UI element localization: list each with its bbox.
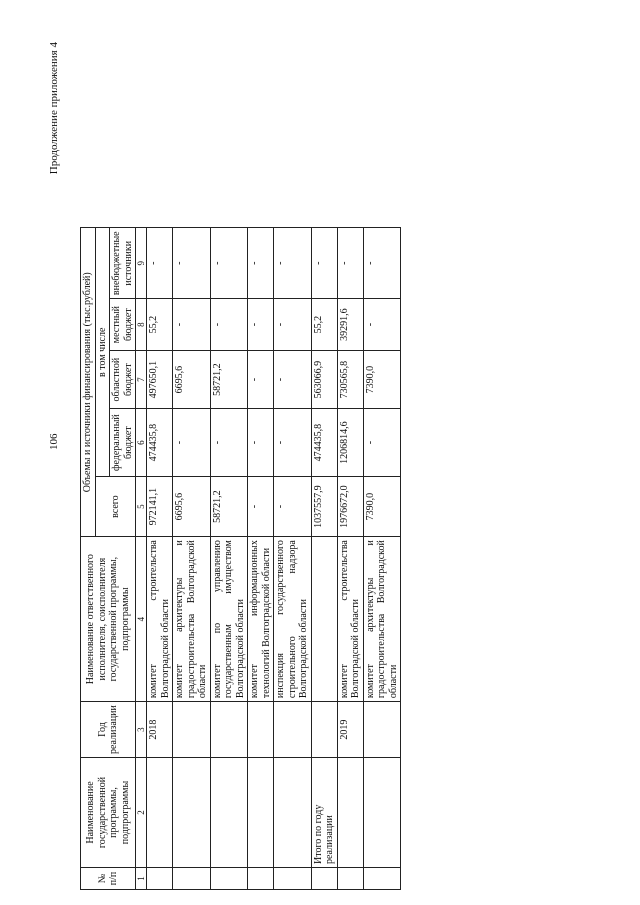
- header-total: всего: [95, 477, 136, 537]
- cell-year: [363, 702, 401, 758]
- cell-extra: -: [274, 228, 312, 299]
- cell-year: [210, 702, 248, 758]
- col-index: 8: [136, 299, 147, 351]
- cell-year: 2019: [337, 702, 363, 758]
- table-row: [337, 228, 363, 890]
- cell-federal: 1206814,6: [337, 409, 363, 477]
- cell-executor: комитет архитектуры и градостроительства Волгоградской области: [173, 537, 211, 702]
- col-index: 4: [136, 537, 147, 702]
- cell-program-name: [210, 758, 248, 868]
- cell-extra: -: [173, 228, 211, 299]
- cell-federal: -: [248, 409, 274, 477]
- header-program-name: Наименование государственной программы, подпрограммы: [81, 758, 136, 868]
- cell-executor: комитет строительства Волгоградской области: [337, 537, 363, 702]
- cell-regional: -: [274, 351, 312, 409]
- col-index: 2: [136, 758, 147, 868]
- cell-federal: -: [274, 409, 312, 477]
- cell-num: [311, 868, 337, 890]
- cell-executor: комитет по управлению государственным имуществом Волгоградской области: [210, 537, 248, 702]
- cell-num: [173, 868, 211, 890]
- cell-program-name: [147, 758, 173, 868]
- cell-year: 2018: [147, 702, 173, 758]
- cell-local: 55,2: [147, 299, 173, 351]
- cell-total: 972141,1: [147, 477, 173, 537]
- cell-federal: 474435,8: [147, 409, 173, 477]
- col-index: 6: [136, 409, 147, 477]
- cell-federal: -: [210, 409, 248, 477]
- cell-program-name: [248, 758, 274, 868]
- cell-num: [210, 868, 248, 890]
- cell-num: [363, 868, 401, 890]
- col-index: 5: [136, 477, 147, 537]
- header-extra: внебюджетные источники: [110, 228, 136, 299]
- cell-executor: комитет строительства Волгоградской области: [147, 537, 173, 702]
- cell-federal: 474435,8: [311, 409, 337, 477]
- cell-year: [274, 702, 312, 758]
- col-index: 3: [136, 702, 147, 758]
- table-row: [274, 228, 312, 890]
- cell-regional: -: [248, 351, 274, 409]
- cell-total: 7390,0: [363, 477, 401, 537]
- cell-regional: 730565,8: [337, 351, 363, 409]
- cell-local: -: [274, 299, 312, 351]
- header-federal: федеральный бюджет: [110, 409, 136, 477]
- col-index: 1: [136, 868, 147, 890]
- cell-program-name: Итого по году реализации: [311, 758, 337, 868]
- cell-executor: комитет архитектуры и градостроительства Волгоградской области: [363, 537, 401, 702]
- cell-local: -: [173, 299, 211, 351]
- cell-regional: 6695,6: [173, 351, 211, 409]
- header-executor: Наименование ответственного исполнителя, соисполнителя государственной программы, подпрограммы: [81, 537, 136, 702]
- header-local: местный бюджет: [110, 299, 136, 351]
- col-index: 9: [136, 228, 147, 299]
- table-row: [363, 228, 401, 890]
- cell-local: -: [363, 299, 401, 351]
- cell-total: -: [274, 477, 312, 537]
- cell-total: 1976672,0: [337, 477, 363, 537]
- cell-total: 58721,2: [210, 477, 248, 537]
- cell-regional: 563066,9: [311, 351, 337, 409]
- cell-local: -: [210, 299, 248, 351]
- table-row: [210, 228, 248, 890]
- cell-num: [248, 868, 274, 890]
- cell-year: [173, 702, 211, 758]
- header-funding: Объемы и источники финансирования (тыс.рублей): [81, 228, 96, 537]
- cell-executor: комитет информационных технологий Волгоградской области: [248, 537, 274, 702]
- cell-total: -: [248, 477, 274, 537]
- cell-program-name: [274, 758, 312, 868]
- cell-num: [337, 868, 363, 890]
- cell-extra: -: [210, 228, 248, 299]
- header-regional: областной бюджет: [110, 351, 136, 409]
- cell-regional: 497650,1: [147, 351, 173, 409]
- page-number: 106: [48, 433, 60, 450]
- header-num: № п/п: [81, 868, 136, 890]
- table-row: [173, 228, 211, 890]
- cell-total: 1037557,9: [311, 477, 337, 537]
- cell-executor: [311, 537, 337, 702]
- cell-total: 6695,6: [173, 477, 211, 537]
- cell-program-name: [337, 758, 363, 868]
- cell-extra: -: [363, 228, 401, 299]
- header-year: Год реализации: [81, 702, 136, 758]
- cell-extra: -: [337, 228, 363, 299]
- header-in-that: в том числе: [95, 228, 110, 477]
- cell-extra: -: [311, 228, 337, 299]
- cell-local: -: [248, 299, 274, 351]
- cell-program-name: [363, 758, 401, 868]
- cell-extra: -: [248, 228, 274, 299]
- cell-num: [147, 868, 173, 890]
- table-row: [248, 228, 274, 890]
- cell-executor: инспекция государственного строительного надзора Волгоградской области: [274, 537, 312, 702]
- table-row: [311, 228, 337, 890]
- table-row: [147, 228, 173, 890]
- cell-regional: 58721,2: [210, 351, 248, 409]
- cell-local: 55,2: [311, 299, 337, 351]
- cell-year: [248, 702, 274, 758]
- cell-federal: -: [173, 409, 211, 477]
- continuation-caption: Продолжение приложения 4: [48, 42, 60, 175]
- col-index: 7: [136, 351, 147, 409]
- cell-num: [274, 868, 312, 890]
- rotated-page-content: [40, 30, 600, 890]
- cell-federal: -: [363, 409, 401, 477]
- cell-program-name: [173, 758, 211, 868]
- funding-table: [80, 227, 401, 890]
- cell-regional: 7390,0: [363, 351, 401, 409]
- column-index-row: [136, 228, 147, 890]
- cell-local: 39291,6: [337, 299, 363, 351]
- cell-extra: -: [147, 228, 173, 299]
- cell-year: [311, 702, 337, 758]
